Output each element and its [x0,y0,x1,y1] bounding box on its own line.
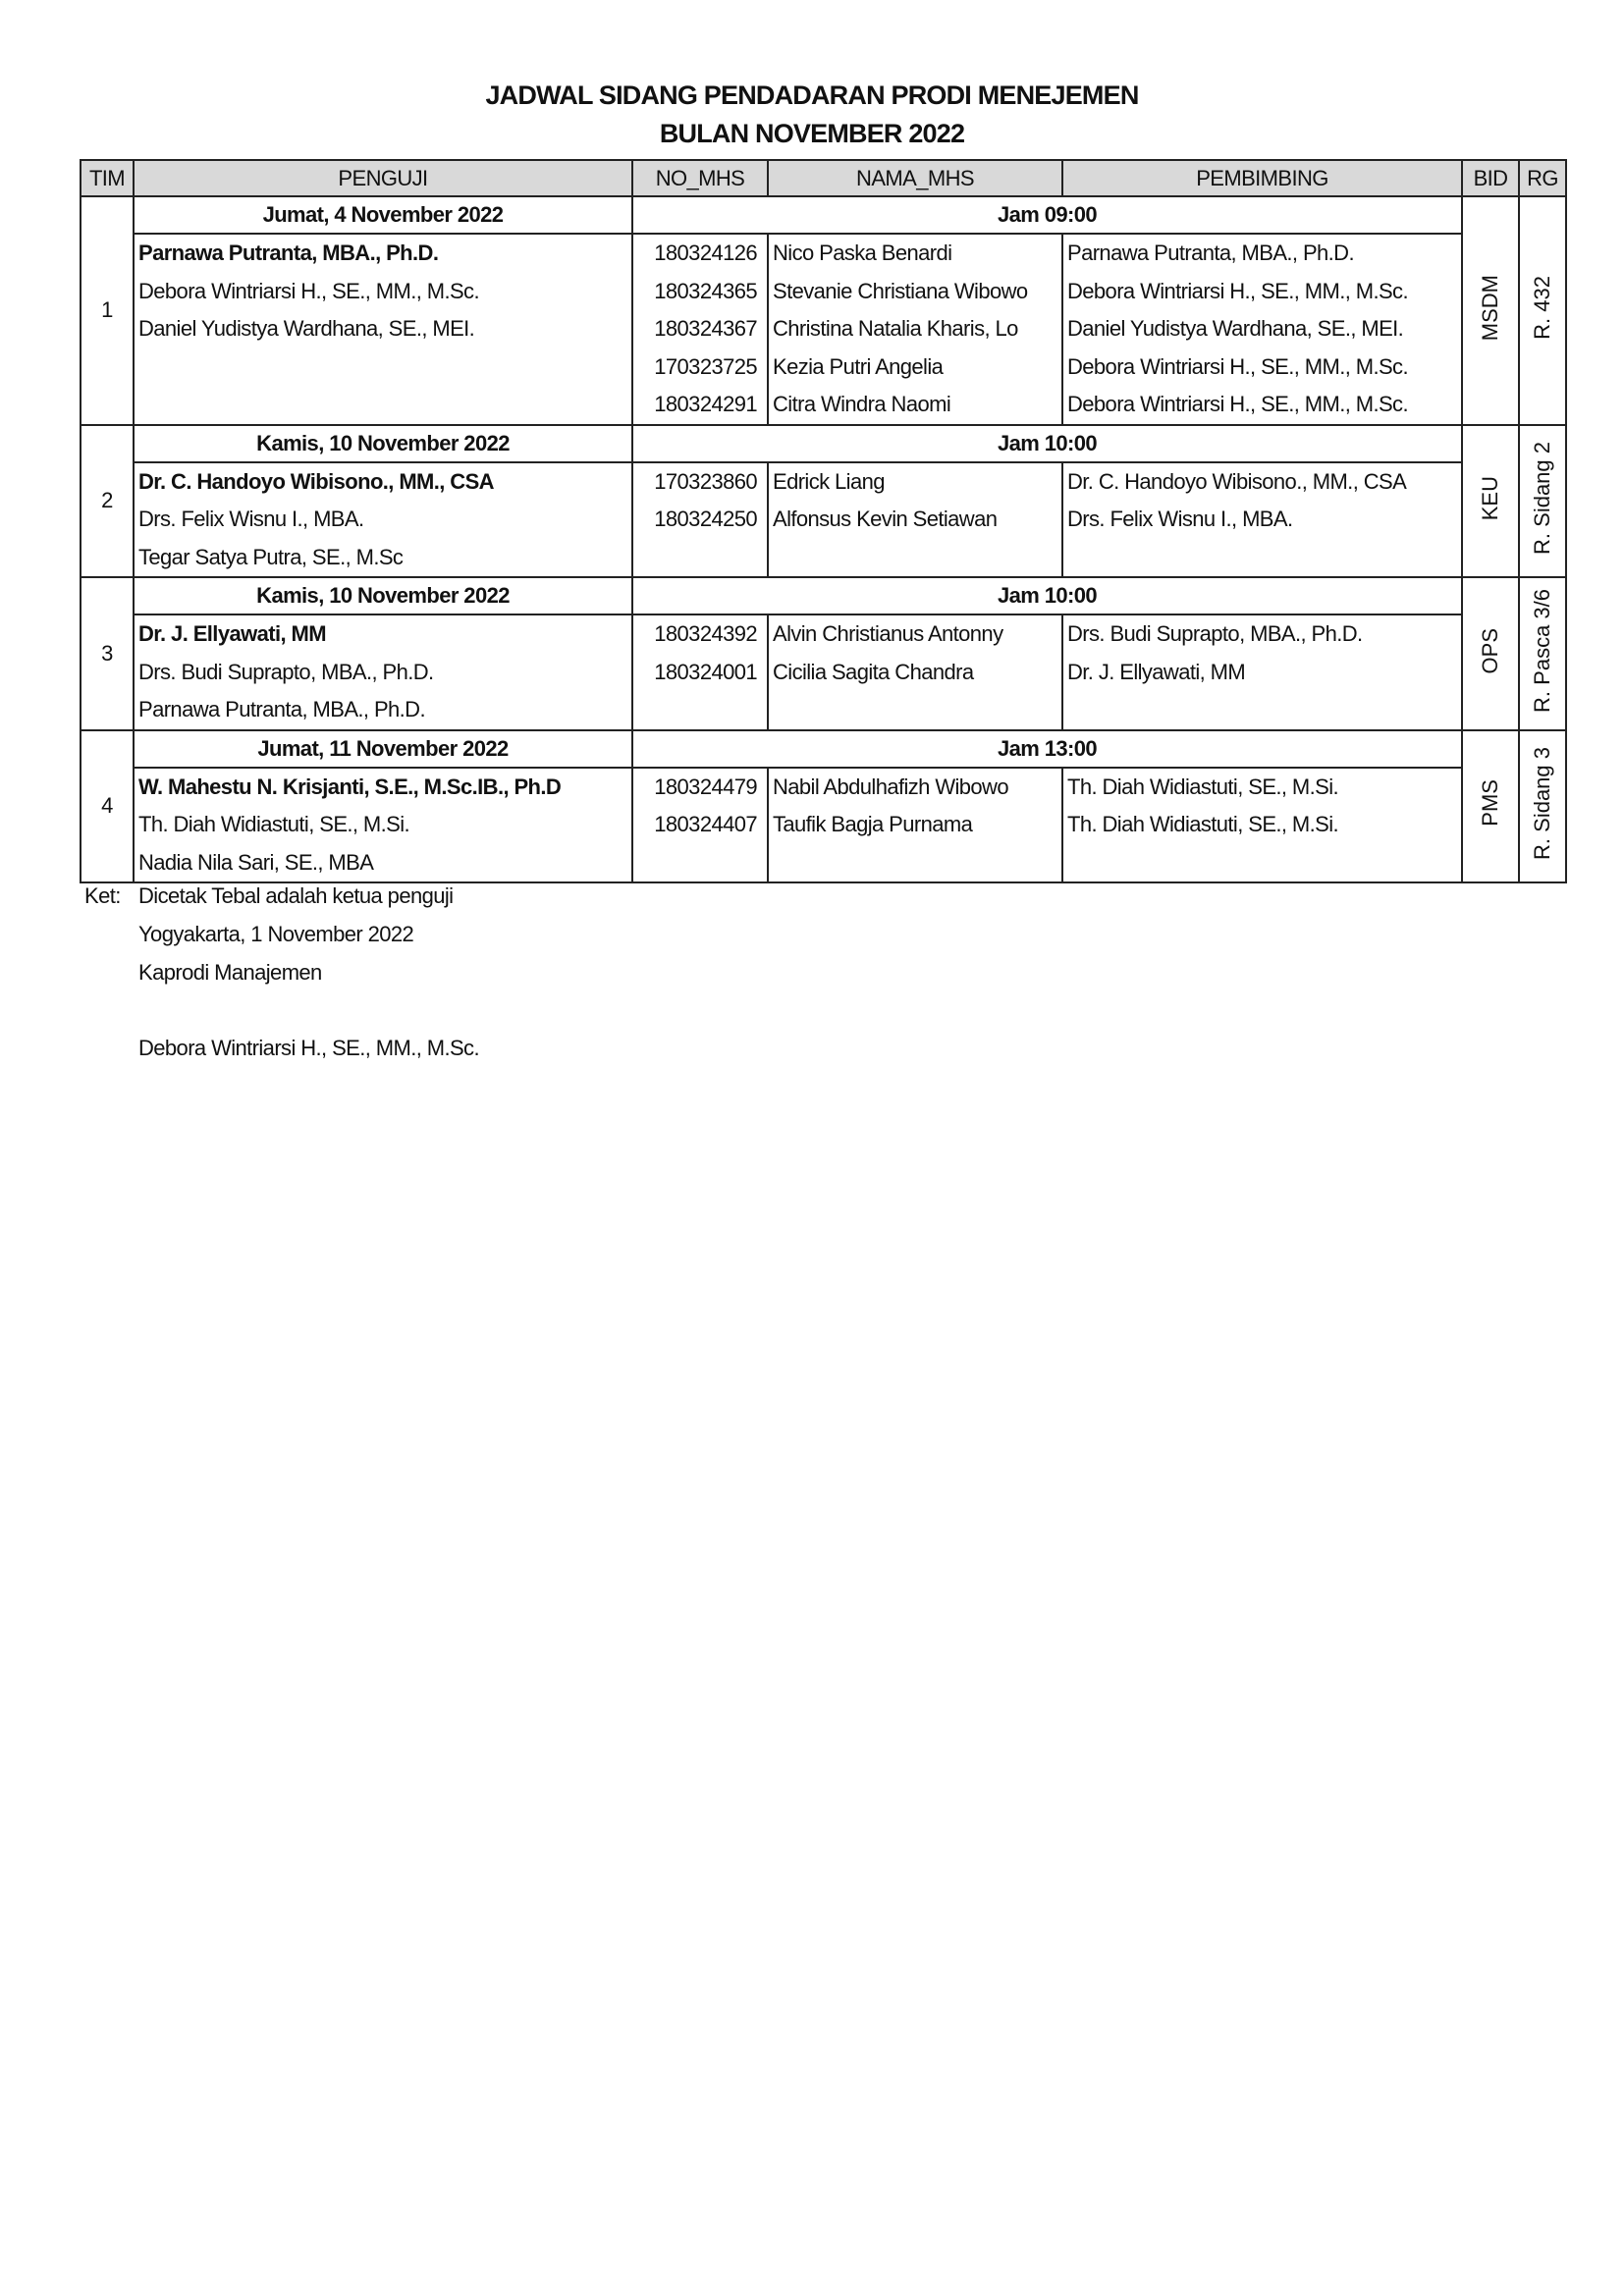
rg-cell [1519,730,1566,883]
penguji-line: Debora Wintriarsi H., SE., MM., M.Sc. [138,278,479,303]
penguji-line: Parnawa Putranta, MBA., Ph.D. [138,240,439,265]
signer-role: Kaprodi Manajemen [138,960,322,985]
pembimbing-line: Debora Wintriarsi H., SE., MM., M.Sc. [1067,392,1408,416]
header-penguji: PENGUJI [134,160,632,196]
no-mhs-cell [632,462,768,578]
bid-label: KEU [1478,475,1502,520]
tim-number: 4 [81,730,134,883]
no-mhs-cell [632,614,768,730]
bid-cell [1462,425,1519,578]
no_mhs-line: 180324291 [654,392,757,416]
no_mhs-line: 180324479 [654,774,757,799]
pembimbing-line: Drs. Felix Wisnu I., MBA. [1067,507,1293,531]
group-content-row [81,234,1566,425]
header-bid: BID [1462,160,1519,196]
penguji-line: Parnawa Putranta, MBA., Ph.D. [138,697,425,721]
session-time: Jam 10:00 [632,577,1462,614]
nama-line: Edrick Liang [773,468,885,494]
nama-line: Christina Natalia Kharis, Lo [773,316,1018,341]
penguji-line: Tegar Satya Putra, SE., M.Sc [138,544,404,569]
penguji-cell [134,234,632,425]
nama-line: Alfonsus Kevin Setiawan [773,507,998,531]
pembimbing-line: Th. Diah Widiastuti, SE., M.Si. [1067,812,1339,836]
penguji-line: Daniel Yudistya Wardhana, SE., MEI. [138,316,475,341]
nama-line: Taufik Bagja Purnama [773,812,973,836]
bid-label: MSDM [1478,274,1502,341]
nama-line: Cicilia Sagita Chandra [773,659,974,684]
group-content-row [81,614,1566,730]
group-header-row [81,425,1566,462]
room-label: R. Sidang 3 [1530,746,1554,860]
nama-mhs-cell [768,768,1062,883]
pembimbing-cell [1062,614,1462,730]
title-line-1: JADWAL SIDANG PENDADARAN PRODI MENEJEMEN [485,80,1139,110]
rg-cell [1519,196,1566,425]
no_mhs-line: 170323725 [654,353,757,379]
rg-cell [1519,577,1566,730]
pembimbing-cell [1062,234,1462,425]
ket-label: Ket: [84,883,121,908]
header-row [81,160,1566,196]
bid-label: PMS [1478,779,1502,828]
pembimbing-cell [1062,462,1462,578]
no_mhs-line: 180324407 [654,812,757,836]
header-tim: TIM [81,160,134,196]
no-mhs-cell [632,234,768,425]
pembimbing-line: Dr. J. Ellyawati, MM [1067,659,1246,684]
schedule-table [80,159,1567,883]
bid-label: OPS [1478,627,1502,673]
penguji-line: W. Mahestu N. Krisjanti, S.E., M.Sc.IB., Ph.D [138,774,562,799]
nama-line: Alvin Christianus Antonny [773,621,1003,646]
penguji-line: Nadia Nila Sari, SE., MBA [138,849,374,875]
no_mhs-line: 180324365 [654,278,757,303]
title-line-2: BULAN NOVEMBER 2022 [659,119,965,148]
no_mhs-line: 170323860 [654,468,757,494]
session-date: Kamis, 10 November 2022 [134,577,632,614]
penguji-line: Th. Diah Widiastuti, SE., M.Si. [138,812,410,836]
group-content-row [81,768,1566,883]
group-header-row [81,730,1566,768]
session-time: Jam 13:00 [632,730,1462,768]
nama-line: Citra Windra Naomi [773,392,951,416]
pembimbing-line: Parnawa Putranta, MBA., Ph.D. [1067,240,1354,265]
penguji-line: Drs. Felix Wisnu I., MBA. [138,507,364,531]
session-date: Kamis, 10 November 2022 [134,425,632,462]
pembimbing-line: Drs. Budi Suprapto, MBA., Ph.D. [1067,621,1363,646]
tim-number: 3 [81,577,134,730]
header-nama-mhs: NAMA_MHS [768,160,1062,196]
penguji-cell [134,462,632,578]
bid-cell [1462,730,1519,883]
pembimbing-line: Debora Wintriarsi H., SE., MM., M.Sc. [1067,353,1408,379]
no_mhs-line: 180324001 [654,659,757,684]
tim-number: 2 [81,425,134,578]
bid-cell [1462,577,1519,730]
group-content-row [81,462,1566,578]
pembimbing-line: Daniel Yudistya Wardhana, SE., MEI. [1067,316,1404,341]
penguji-line: Drs. Budi Suprapto, MBA., Ph.D. [138,659,434,684]
nama-mhs-cell [768,614,1062,730]
room-label: R. 432 [1530,275,1554,340]
pembimbing-line: Dr. C. Handoyo Wibisono., MM., CSA [1067,468,1407,494]
nama-line: Kezia Putri Angelia [773,353,944,379]
penguji-line: Dr. J. Ellyawati, MM [138,621,326,646]
no_mhs-line: 180324126 [654,240,757,265]
header-pembimbing: PEMBIMBING [1062,160,1462,196]
session-date: Jumat, 11 November 2022 [134,730,632,768]
session-time: Jam 10:00 [632,425,1462,462]
pembimbing-line: Th. Diah Widiastuti, SE., M.Si. [1067,774,1339,799]
no_mhs-line: 180324392 [654,621,757,646]
nama-mhs-cell [768,462,1062,578]
penguji-cell [134,614,632,730]
room-label: R. Pasca 3/6 [1530,588,1554,713]
nama-mhs-cell [768,234,1062,425]
no-mhs-cell [632,768,768,883]
nama-line: Stevanie Christiana Wibowo [773,278,1028,303]
nama-line: Nico Paska Benardi [773,240,952,265]
bid-cell [1462,196,1519,425]
ket-note: Dicetak Tebal adalah ketua penguji [138,883,454,908]
group-header-row [81,196,1566,234]
pembimbing-line: Debora Wintriarsi H., SE., MM., M.Sc. [1067,278,1408,303]
header-rg: RG [1519,160,1566,196]
place-date: Yogyakarta, 1 November 2022 [138,922,414,946]
no_mhs-line: 180324250 [654,507,757,531]
penguji-line: Dr. C. Handoyo Wibisono., MM., CSA [138,468,494,494]
nama-line: Nabil Abdulhafizh Wibowo [773,774,1008,799]
group-header-row [81,577,1566,614]
rg-cell [1519,425,1566,578]
pembimbing-cell [1062,768,1462,883]
tim-number: 1 [81,196,134,425]
session-date: Jumat, 4 November 2022 [134,196,632,234]
signer-name: Debora Wintriarsi H., SE., MM., M.Sc. [138,1036,479,1060]
no_mhs-line: 180324367 [654,316,757,341]
header-no-mhs: NO_MHS [632,160,768,196]
session-time: Jam 09:00 [632,196,1462,234]
penguji-cell [134,768,632,883]
room-label: R. Sidang 2 [1530,441,1554,555]
